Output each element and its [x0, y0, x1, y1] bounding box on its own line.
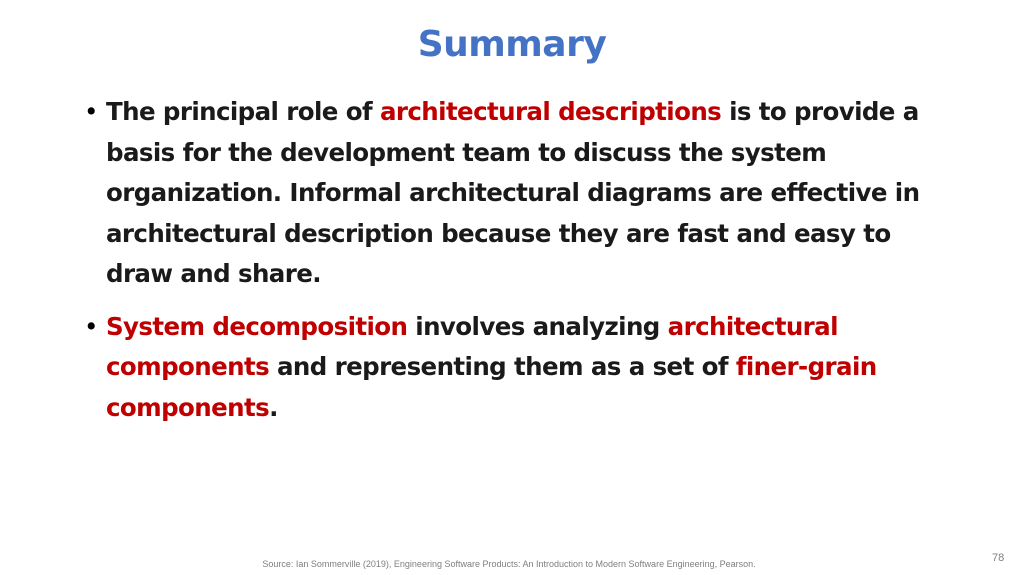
bullet-text-segment: involves analyzing	[407, 311, 668, 341]
bullet-item-system-decomposition	[84, 307, 964, 429]
bullet-text-segment: and representing them as a set of	[269, 352, 736, 381]
slide-title: Summary	[417, 24, 607, 65]
bullet-text-segment: is to provide a basis for the development team to discuss the system organization. Informal architectural diagrams are effective in architectural description because they are fast and easy to draw and share.	[106, 97, 920, 288]
highlighted-term: System decomposition	[106, 311, 408, 341]
bullet-item-architectural-descriptions	[84, 92, 964, 295]
bullet-icon: •	[84, 97, 98, 126]
highlighted-term: architectural descriptions	[379, 97, 722, 126]
bullet-icon: •	[84, 311, 98, 341]
bullet-list	[84, 92, 964, 428]
source-citation: Source: Ian Sommerville (2019), Engineering Software Products: An Introduction to Modern Software Engineering, Pearson.	[262, 559, 756, 569]
highlighted-term: architectural components	[106, 311, 838, 381]
page-number: 78	[992, 552, 1005, 564]
bullet-text-segment: The principal role of	[106, 97, 380, 126]
bullet-text-segment: .	[269, 392, 278, 422]
highlighted-term: finer-grain components	[106, 352, 877, 422]
